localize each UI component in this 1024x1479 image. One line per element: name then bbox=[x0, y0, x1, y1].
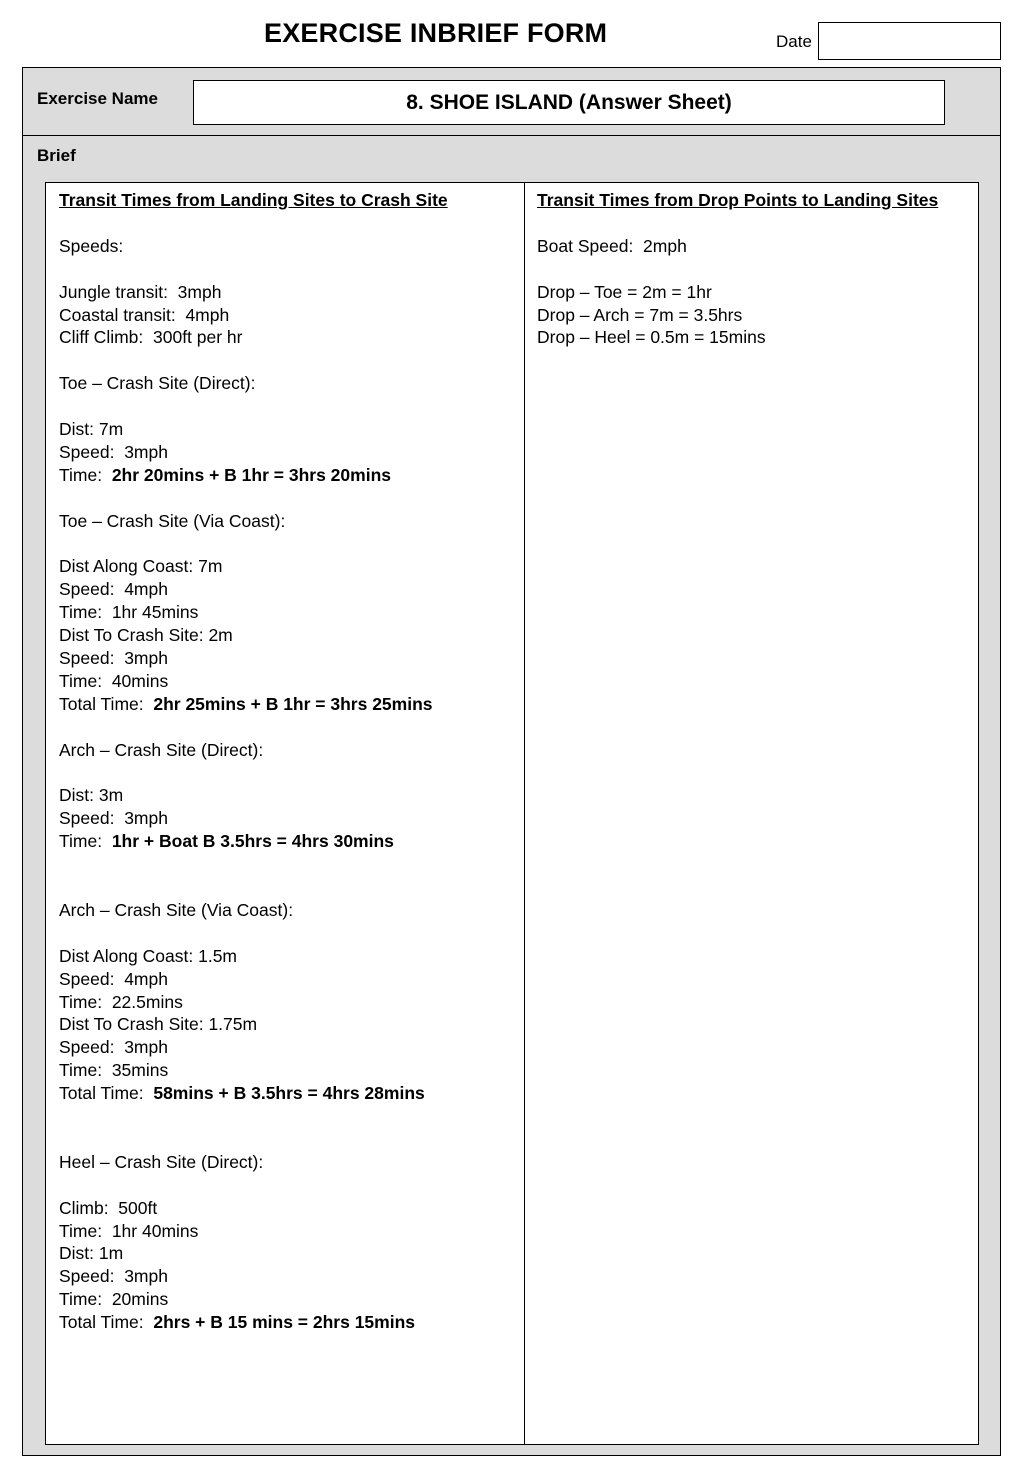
route-result bbox=[59, 830, 514, 853]
speeds-label: Speeds: bbox=[59, 235, 124, 256]
form-title: EXERCISE INBRIEF FORM bbox=[264, 18, 608, 48]
route-line: Dist: 7m bbox=[59, 419, 124, 439]
route-line: Dist: 1m bbox=[59, 1243, 124, 1264]
right-heading: Transit Times from Drop Points to Landing Sites bbox=[537, 190, 939, 210]
drop-item: Drop – Toe = 2m = 1hr bbox=[537, 281, 712, 302]
exercise-name-label: Exercise Name bbox=[37, 89, 158, 108]
route-line: Dist Along Coast: 1.5m bbox=[59, 945, 237, 966]
route-title: Heel – Crash Site (Direct): bbox=[59, 1151, 264, 1172]
left-heading: Transit Times from Landing Sites to Crash Site bbox=[59, 190, 448, 210]
brief-label: Brief bbox=[37, 146, 76, 165]
result-value: 1hr + Boat B 3.5hrs = 4hrs 30mins bbox=[111, 831, 394, 852]
route-result bbox=[59, 1311, 514, 1334]
left-column bbox=[59, 189, 514, 1334]
result-value: 58mins + B 3.5hrs = 4hrs 28mins bbox=[153, 1083, 425, 1104]
route-line: Climb: 500ft bbox=[59, 1197, 158, 1218]
result-value: 2hrs + B 15 mins = 2hrs 15mins bbox=[153, 1312, 416, 1333]
route-line: Speed: 4mph bbox=[59, 579, 168, 600]
speed-item: Cliff Climb: 300ft per hr bbox=[59, 327, 243, 348]
route-result bbox=[59, 464, 514, 487]
route-line: Speed: 4mph bbox=[59, 968, 168, 989]
route-line: Speed: 3mph bbox=[59, 808, 168, 829]
result-value: 2hr 20mins + B 1hr = 3hrs 20mins bbox=[111, 464, 391, 485]
route-line: Dist To Crash Site: 2m bbox=[59, 625, 233, 646]
speed-item: Coastal transit: 4mph bbox=[59, 304, 230, 325]
exercise-name-field[interactable]: 8. SHOE ISLAND (Answer Sheet) bbox=[193, 80, 945, 125]
drop-item: Drop – Heel = 0.5m = 15mins bbox=[537, 327, 766, 348]
route-title: Toe – Crash Site (Via Coast): bbox=[59, 510, 286, 531]
brief-table bbox=[45, 182, 979, 1445]
route-line: Dist To Crash Site: 1.75m bbox=[59, 1014, 258, 1035]
exercise-name-row bbox=[23, 68, 1000, 136]
route-line: Dist: 3m bbox=[59, 785, 124, 806]
date-label: Date bbox=[776, 32, 812, 51]
route-result bbox=[59, 1082, 514, 1105]
route-line: Time: 20mins bbox=[59, 1289, 169, 1310]
route-line: Time: 35mins bbox=[59, 1060, 169, 1081]
route-line: Time: 1hr 45mins bbox=[59, 602, 199, 623]
route-line: Time: 22.5mins bbox=[59, 991, 183, 1012]
route-line: Speed: 3mph bbox=[59, 1266, 168, 1287]
date-field[interactable] bbox=[818, 22, 1001, 60]
result-label: Total Time: bbox=[59, 693, 154, 714]
right-column bbox=[537, 189, 957, 349]
route-title: Arch – Crash Site (Direct): bbox=[59, 739, 264, 760]
route-line: Speed: 3mph bbox=[59, 1037, 168, 1058]
speed-item: Jungle transit: 3mph bbox=[59, 281, 222, 302]
result-label: Time: bbox=[59, 831, 112, 852]
route-line: Speed: 3mph bbox=[59, 648, 168, 669]
result-label: Time: bbox=[59, 464, 112, 485]
route-result bbox=[59, 693, 514, 716]
route-line: Time: 1hr 40mins bbox=[59, 1220, 199, 1241]
route-line: Time: 40mins bbox=[59, 670, 169, 691]
form-frame bbox=[22, 67, 1001, 1456]
boat-speed: Boat Speed: 2mph bbox=[537, 235, 687, 256]
result-value: 2hr 25mins + B 1hr = 3hrs 25mins bbox=[153, 693, 433, 714]
column-divider bbox=[524, 183, 525, 1444]
route-title: Toe – Crash Site (Direct): bbox=[59, 373, 256, 394]
route-line: Dist Along Coast: 7m bbox=[59, 556, 223, 577]
drop-item: Drop – Arch = 7m = 3.5hrs bbox=[537, 304, 743, 325]
result-label: Total Time: bbox=[59, 1312, 154, 1333]
result-label: Total Time: bbox=[59, 1083, 154, 1104]
route-line: Speed: 3mph bbox=[59, 441, 168, 462]
route-title: Arch – Crash Site (Via Coast): bbox=[59, 899, 294, 920]
